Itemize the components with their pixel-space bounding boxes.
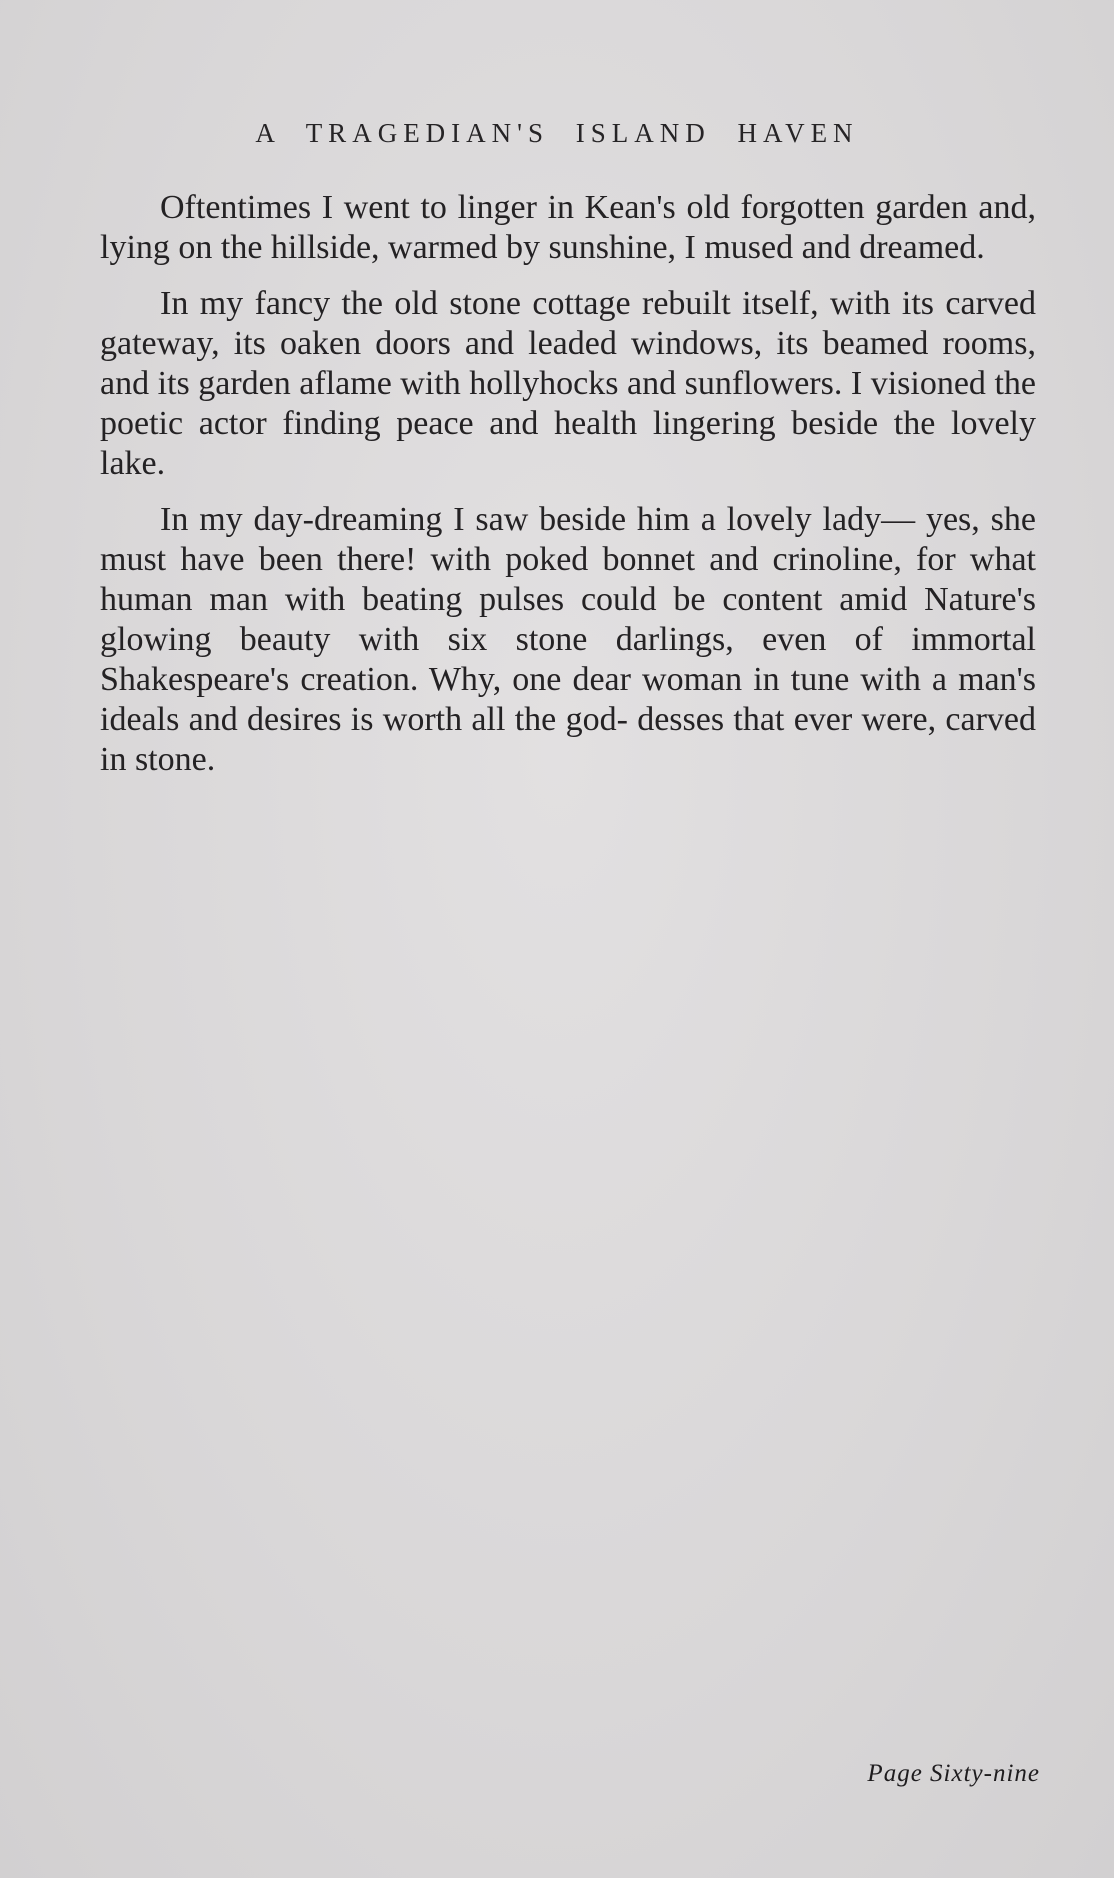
page-number: Page Sixty-nine <box>867 1760 1040 1787</box>
running-title: A TRAGEDIAN'S ISLAND HAVEN <box>255 118 859 148</box>
paragraph: In my day-dreaming I saw beside him a lovely lady— yes, she must have been there! with poked bonnet and crinoline, for what human man with beating pulses could be content amid Nature's glowing beauty with six stone darlings, even of immortal Shakespeare's creation. Why, one dear woman in tune with a man's ideals and desires is worth all the god- desses that ever were, carved in stone. <box>100 501 1036 778</box>
body-text <box>100 188 1036 796</box>
paragraph: Oftentimes I went to linger in Kean's old forgotten garden and, lying on the hillside, warmed by sunshine, I mused and dreamed. <box>100 189 1036 266</box>
paragraph: In my fancy the old stone cottage rebuilt itself, with its carved gateway, its oaken doors and leaded windows, its beamed rooms, and its garden aflame with hollyhocks and sunflowers. I visioned the poetic actor finding peace and health lingering beside the lovely lake. <box>100 285 1036 482</box>
